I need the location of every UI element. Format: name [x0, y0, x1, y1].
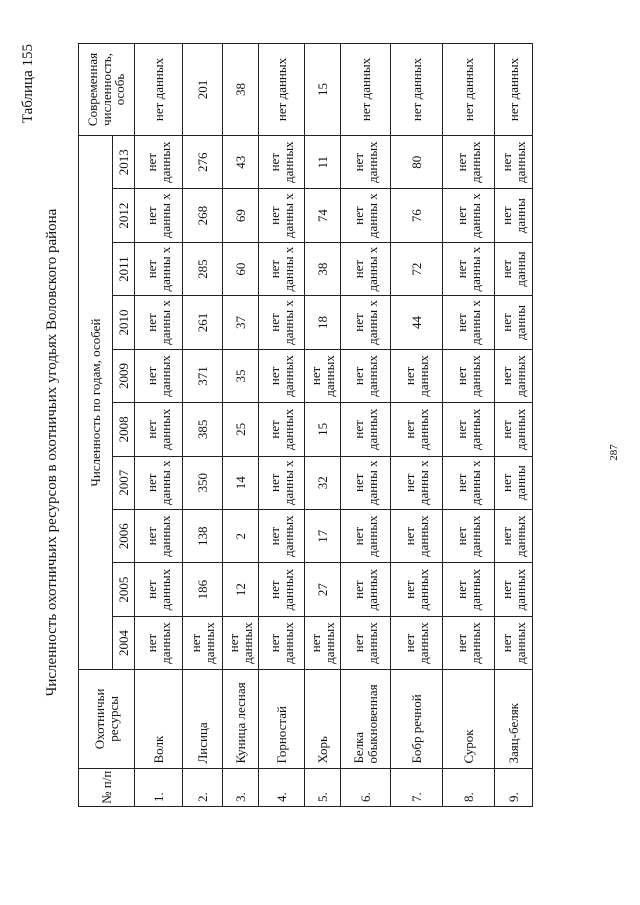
table-row: [305, 44, 341, 807]
current-cell: нет данных: [259, 44, 305, 136]
current-cell: нет данных: [443, 44, 495, 136]
row-number: 5.: [305, 768, 341, 806]
count-cell: нет данны х: [443, 189, 495, 242]
count-cell: нет данны х: [259, 296, 305, 349]
count-cell: 76: [391, 189, 443, 242]
count-cell: нет данных: [391, 403, 443, 456]
header-year: 2006: [113, 509, 135, 562]
count-cell: нет данных: [305, 349, 341, 402]
count-cell: 72: [391, 242, 443, 295]
count-cell: нет данных: [135, 509, 183, 562]
count-cell: 11: [305, 135, 341, 189]
header-year: 2009: [113, 349, 135, 402]
row-number: 9.: [495, 768, 533, 806]
count-cell: нет данных: [443, 616, 495, 669]
row-number: 2.: [183, 768, 223, 806]
count-cell: 18: [305, 296, 341, 349]
count-cell: нет данны х: [135, 242, 183, 295]
count-cell: 285: [183, 242, 223, 295]
count-cell: нет данных: [341, 616, 391, 669]
count-cell: нет данных: [259, 509, 305, 562]
count-cell: 12: [223, 563, 259, 616]
table-label: Таблица 155: [20, 44, 36, 124]
count-cell: нет данных: [443, 509, 495, 562]
current-cell: 38: [223, 44, 259, 136]
count-cell: нет данны х: [259, 189, 305, 242]
count-cell: нет данны х: [341, 296, 391, 349]
count-cell: нет данных: [495, 135, 533, 189]
row-number: 1.: [135, 768, 183, 806]
count-cell: 74: [305, 189, 341, 242]
count-cell: нет данных: [391, 563, 443, 616]
table-row: [135, 44, 183, 807]
count-cell: нет данных: [305, 616, 341, 669]
count-cell: нет данных: [135, 349, 183, 402]
count-cell: нет данны х: [259, 242, 305, 295]
count-cell: 44: [391, 296, 443, 349]
resource-name: Волк: [135, 670, 183, 768]
row-number: 3.: [223, 768, 259, 806]
count-cell: нет данных: [495, 616, 533, 669]
population-table: [78, 43, 533, 807]
count-cell: нет данны х: [135, 296, 183, 349]
resource-name: Лисица: [183, 670, 223, 768]
count-cell: нет данны х: [259, 456, 305, 509]
table-row: [223, 44, 259, 807]
count-cell: нет данных: [341, 403, 391, 456]
resource-name: Хорь: [305, 670, 341, 768]
row-number: 4.: [259, 768, 305, 806]
count-cell: нет данных: [391, 616, 443, 669]
count-cell: 371: [183, 349, 223, 402]
count-cell: 2: [223, 509, 259, 562]
count-cell: нет данны х: [443, 296, 495, 349]
count-cell: нет данных: [391, 349, 443, 402]
count-cell: 385: [183, 403, 223, 456]
table-row: [341, 44, 391, 807]
count-cell: нет данных: [259, 403, 305, 456]
count-cell: нет данны: [495, 242, 533, 295]
count-cell: 17: [305, 509, 341, 562]
count-cell: нет данных: [259, 349, 305, 402]
count-cell: нет данны х: [443, 242, 495, 295]
count-cell: 186: [183, 563, 223, 616]
count-cell: нет данны х: [135, 456, 183, 509]
current-cell: 201: [183, 44, 223, 136]
count-cell: 69: [223, 189, 259, 242]
count-cell: нет данны х: [341, 189, 391, 242]
count-cell: 38: [305, 242, 341, 295]
count-cell: нет данных: [259, 135, 305, 189]
resource-name: Заяц-беляк: [495, 670, 533, 768]
count-cell: 37: [223, 296, 259, 349]
count-cell: нет данных: [183, 616, 223, 669]
header-row-main: [79, 44, 113, 807]
row-number: 7.: [391, 768, 443, 806]
resource-name: Куница лесная: [223, 670, 259, 768]
count-cell: 350: [183, 456, 223, 509]
row-number: 6.: [341, 768, 391, 806]
resource-name: Сурок: [443, 670, 495, 768]
table-row: [495, 44, 533, 807]
count-cell: 261: [183, 296, 223, 349]
count-cell: 80: [391, 135, 443, 189]
count-cell: нет данны: [495, 456, 533, 509]
header-year: 2013: [113, 135, 135, 189]
table-row: [391, 44, 443, 807]
count-cell: нет данных: [341, 563, 391, 616]
count-cell: нет данных: [443, 349, 495, 402]
page-number: 287: [608, 444, 620, 461]
header-current: Современная численность, особь: [79, 44, 135, 136]
table-row: [259, 44, 305, 807]
header-year: 2011: [113, 242, 135, 295]
count-cell: нет данны х: [341, 242, 391, 295]
count-cell: 35: [223, 349, 259, 402]
count-cell: нет данных: [341, 509, 391, 562]
count-cell: нет данных: [135, 403, 183, 456]
table-row: [443, 44, 495, 807]
table-row: [183, 44, 223, 807]
header-year: 2007: [113, 456, 135, 509]
current-cell: нет данных: [341, 44, 391, 136]
count-cell: нет данных: [341, 349, 391, 402]
count-cell: нет данных: [135, 563, 183, 616]
count-cell: нет данных: [135, 616, 183, 669]
header-num: № п/п: [79, 768, 135, 806]
count-cell: нет данных: [443, 135, 495, 189]
count-cell: 14: [223, 456, 259, 509]
count-cell: нет данных: [495, 403, 533, 456]
count-cell: нет данных: [391, 509, 443, 562]
count-cell: 25: [223, 403, 259, 456]
header-year: 2010: [113, 296, 135, 349]
header-group: Численность по годам, особей: [79, 135, 113, 669]
resource-name: Горностай: [259, 670, 305, 768]
count-cell: 15: [305, 403, 341, 456]
count-cell: нет данны: [495, 296, 533, 349]
count-cell: нет данных: [495, 349, 533, 402]
header-year: 2008: [113, 403, 135, 456]
current-cell: нет данных: [391, 44, 443, 136]
resource-name: Бобр речной: [391, 670, 443, 768]
count-cell: нет данных: [495, 509, 533, 562]
count-cell: нет данны х: [443, 456, 495, 509]
count-cell: нет данных: [341, 135, 391, 189]
header-resource: Охотничьи ресурсы: [79, 670, 135, 768]
count-cell: 43: [223, 135, 259, 189]
count-cell: нет данных: [135, 135, 183, 189]
header-year: 2012: [113, 189, 135, 242]
count-cell: 268: [183, 189, 223, 242]
count-cell: нет данны х: [135, 189, 183, 242]
count-cell: 138: [183, 509, 223, 562]
count-cell: 276: [183, 135, 223, 189]
row-number: 8.: [443, 768, 495, 806]
resource-name: Белка обыкновенная: [341, 670, 391, 768]
count-cell: нет данных: [443, 403, 495, 456]
count-cell: нет данны х: [391, 456, 443, 509]
count-cell: нет данных: [259, 563, 305, 616]
count-cell: 60: [223, 242, 259, 295]
count-cell: нет данны х: [341, 456, 391, 509]
count-cell: нет данных: [495, 563, 533, 616]
count-cell: нет данных: [223, 616, 259, 669]
header-year: 2005: [113, 563, 135, 616]
current-cell: 15: [305, 44, 341, 136]
current-cell: нет данных: [135, 44, 183, 136]
current-cell: нет данных: [495, 44, 533, 136]
page-title: Численность охотничьих ресурсов в охотничьих угодьях Воловского района: [44, 208, 60, 697]
header-year: 2004: [113, 616, 135, 669]
count-cell: нет данны: [495, 189, 533, 242]
count-cell: нет данных: [443, 563, 495, 616]
count-cell: 32: [305, 456, 341, 509]
count-cell: 27: [305, 563, 341, 616]
count-cell: нет данных: [259, 616, 305, 669]
